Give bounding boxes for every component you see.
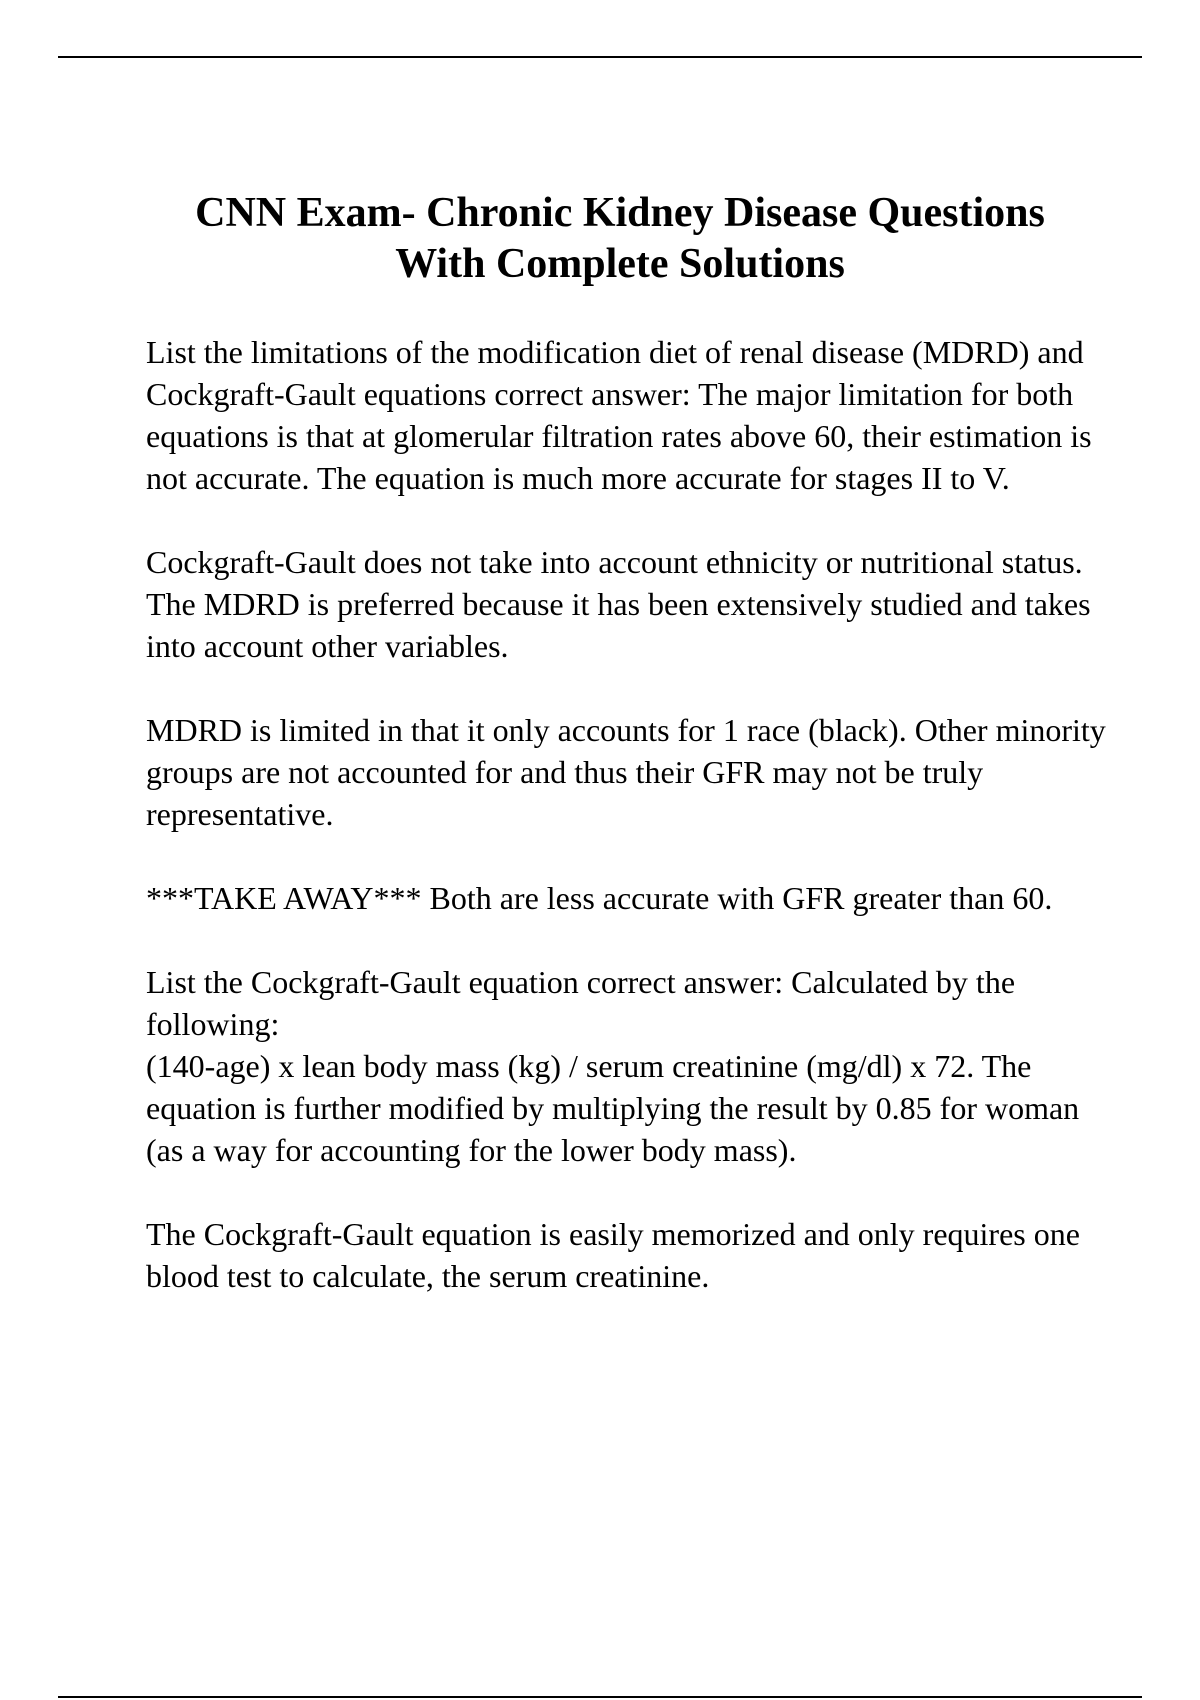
title-line-1: CNN Exam- Chronic Kidney Disease Questions (195, 190, 1045, 236)
paragraph: List the Cockgraft-Gault equation correct answer: Calculated by the following: (146, 964, 1016, 1042)
paragraph: (140-age) x lean body mass (kg) / serum creatinine (mg/dl) x 72. The equation is further modified by multiplying the result by 0.85 for woman (as a way for accounting for the lower body mass). (146, 1048, 1080, 1168)
footer-rule (58, 1696, 1142, 1698)
paragraph: Cockgraft-Gault does not take into account ethnicity or nutritional status. The MDRD is preferred because it has been extensively studied and takes into account other variables. (146, 544, 1091, 664)
title-line-2: With Complete Solutions (395, 241, 845, 287)
paragraph: ***TAKE AWAY*** Both are less accurate with GFR greater than 60. (146, 880, 1053, 916)
paragraph: MDRD is limited in that it only accounts for 1 race (black). Other minority groups are not accounted for and thus their GFR may not be truly representative. (146, 712, 1106, 832)
document-body (146, 331, 1106, 1297)
header-rule (58, 56, 1142, 58)
document-title (100, 188, 1140, 290)
paragraph: List the limitations of the modification diet of renal disease (MDRD) and Cockgraft-Gault equations correct answer: The major limitation for both equations is that at glomerular filtration rates above 60, their estimation is not accurate. The equation is much more accurate for stages II to V. (146, 334, 1092, 496)
paragraph: The Cockgraft-Gault equation is easily memorized and only requires one blood test to calculate, the serum creatinine. (146, 1216, 1080, 1294)
